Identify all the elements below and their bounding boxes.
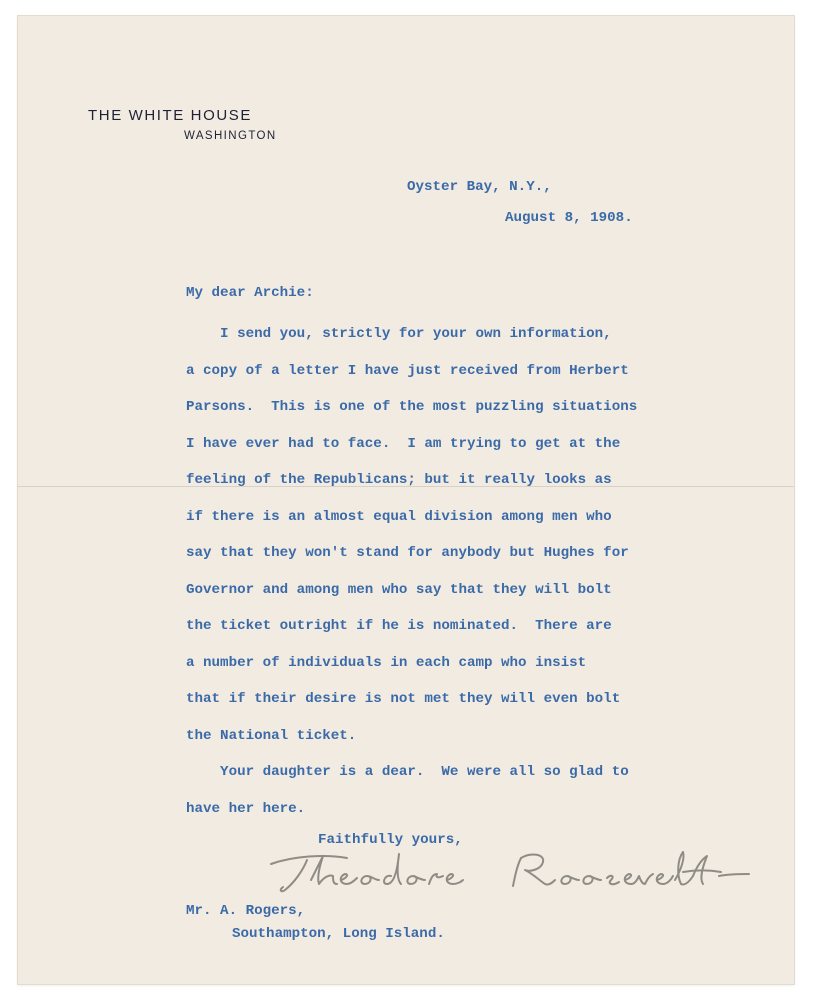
body-line: feeling of the Republicans; but it really looks as bbox=[186, 472, 612, 488]
body-line: Parsons. This is one of the most puzzling situations bbox=[186, 399, 638, 415]
heading-place: Oyster Bay, N.Y., bbox=[407, 179, 552, 195]
body-line: I send you, strictly for your own information, bbox=[186, 326, 612, 342]
body-line: the National ticket. bbox=[186, 727, 357, 744]
body-line: a copy of a letter I have just received from Herbert bbox=[186, 362, 629, 379]
letterhead-title: THE WHITE HOUSE bbox=[88, 107, 253, 124]
recipient-name: Mr. A. Rogers, bbox=[186, 903, 306, 919]
body-line: I have ever had to face. I am trying to get at the bbox=[186, 435, 621, 452]
body-line: say that they won't stand for anybody but Hughes for bbox=[186, 545, 629, 561]
recipient-place: Southampton, Long Island. bbox=[232, 926, 445, 942]
closing: Faithfully yours, bbox=[318, 832, 463, 848]
body-line: a number of individuals in each camp who insist bbox=[186, 654, 587, 671]
body-line: have her here. bbox=[186, 800, 306, 817]
handwritten-signature bbox=[263, 840, 753, 902]
letter-sheet bbox=[18, 16, 794, 984]
body-line: Your daughter is a dear. We were all so glad to bbox=[186, 764, 629, 780]
letterhead-city: WASHINGTON bbox=[184, 130, 277, 142]
letter-body bbox=[186, 324, 637, 835]
body-line: Governor and among men who say that they will bolt bbox=[186, 581, 612, 598]
heading-date: August 8, 1908. bbox=[505, 210, 633, 226]
body-line: that if their desire is not met they will even bolt bbox=[186, 691, 621, 707]
body-line: the ticket outright if he is nominated. There are bbox=[186, 618, 612, 634]
salutation: My dear Archie: bbox=[186, 285, 314, 301]
body-line: if there is an almost equal division among men who bbox=[186, 508, 612, 525]
